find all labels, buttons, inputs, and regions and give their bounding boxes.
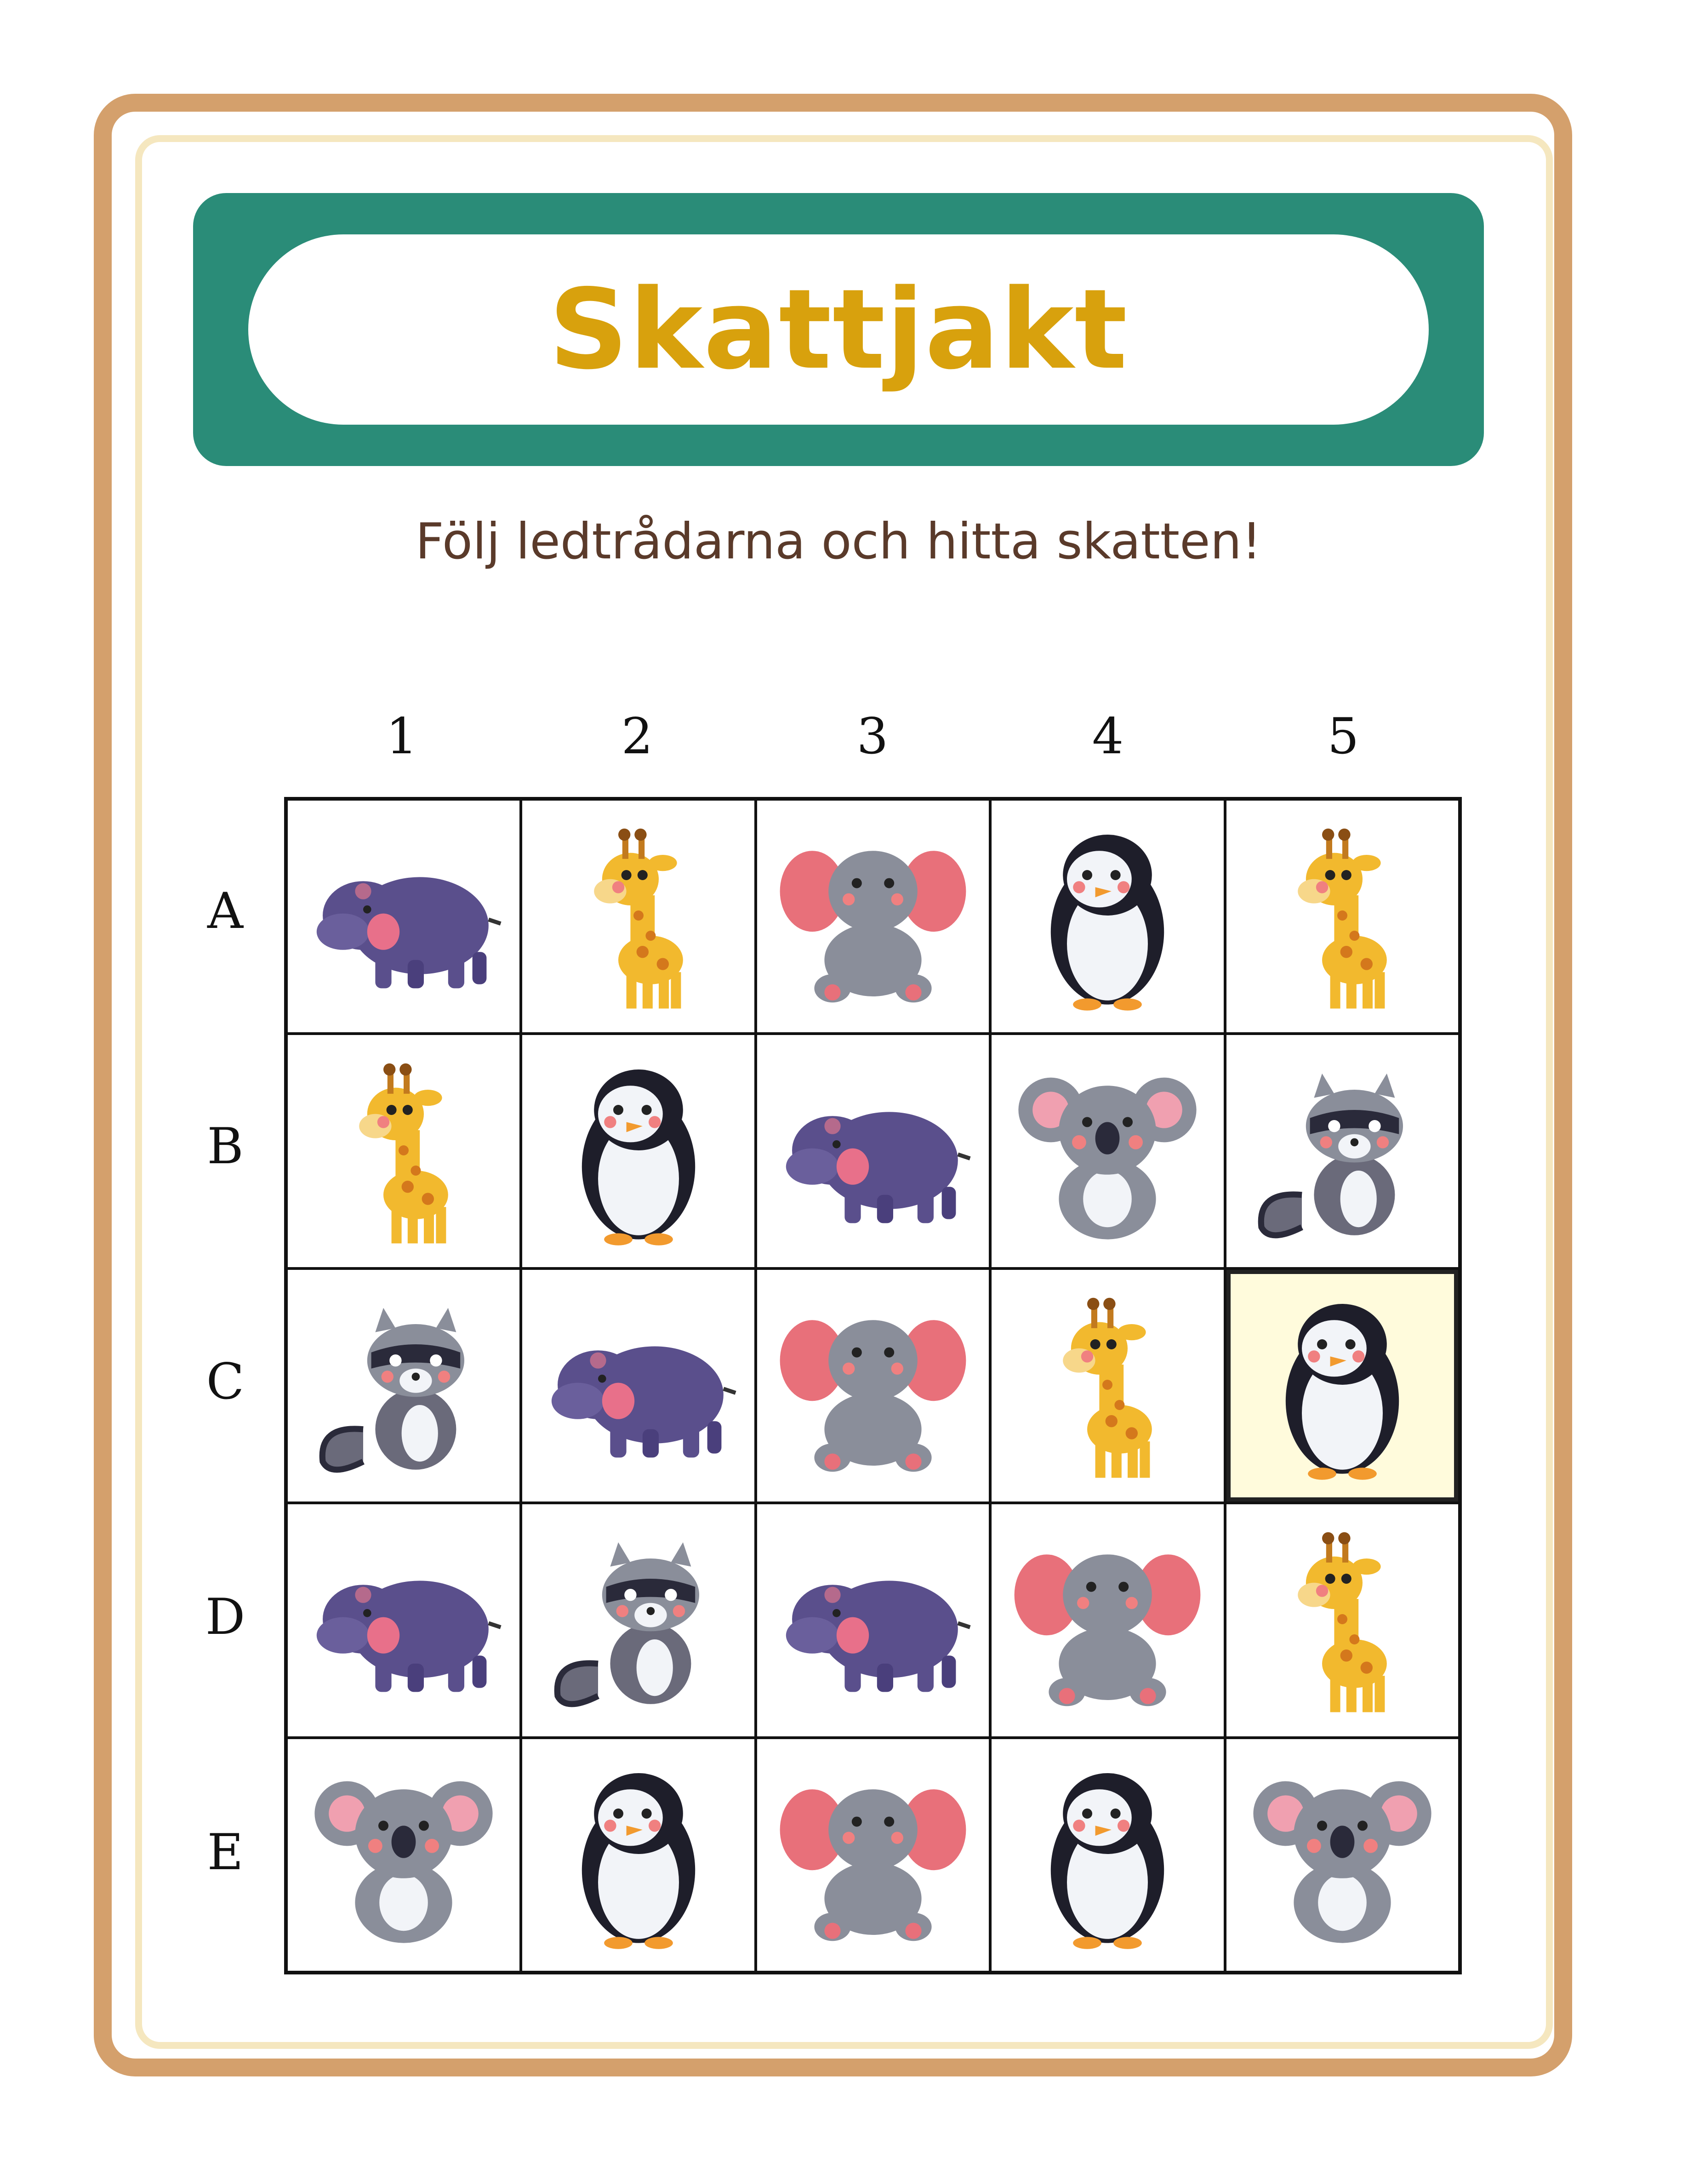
grid-cell-b3[interactable] xyxy=(756,1034,990,1268)
grid-cell-a3[interactable] xyxy=(756,799,990,1034)
page-title: Skattjakt xyxy=(548,265,1129,394)
elephant-icon xyxy=(1006,1518,1209,1722)
column-label-4: 4 xyxy=(1092,708,1124,765)
row-label-b: B xyxy=(207,1118,244,1175)
title-pill xyxy=(248,234,1429,425)
title-banner xyxy=(193,193,1484,466)
grid-cell-a2[interactable] xyxy=(521,799,755,1034)
penguin-icon xyxy=(537,1753,740,1957)
hippo-icon xyxy=(537,1284,740,1488)
grid-cell-a4[interactable] xyxy=(990,799,1225,1034)
penguin-icon xyxy=(1006,1753,1209,1957)
elephant-icon xyxy=(772,814,974,1018)
raccoon-icon xyxy=(302,1284,505,1488)
hippo-icon xyxy=(302,1518,505,1722)
giraffe-icon xyxy=(537,814,740,1018)
grid-cell-b4[interactable] xyxy=(990,1034,1225,1268)
subtitle: Följ ledtrådarna och hitta skatten! xyxy=(415,513,1262,570)
column-label-2: 2 xyxy=(621,708,653,765)
grid-cell-c4[interactable] xyxy=(990,1268,1225,1503)
raccoon-icon xyxy=(1241,1049,1443,1253)
penguin-icon xyxy=(1241,1284,1443,1488)
grid-cell-d3[interactable] xyxy=(756,1503,990,1737)
koala-icon xyxy=(1241,1753,1443,1957)
grid-cell-c5[interactable] xyxy=(1225,1268,1460,1503)
grid-cell-d2[interactable] xyxy=(521,1503,755,1737)
grid-cell-d5[interactable] xyxy=(1225,1503,1460,1737)
grid-cell-c3[interactable] xyxy=(756,1268,990,1503)
grid-cell-d1[interactable] xyxy=(286,1503,521,1737)
giraffe-icon xyxy=(302,1049,505,1253)
giraffe-icon xyxy=(1241,814,1443,1018)
elephant-icon xyxy=(772,1753,974,1957)
grid-cell-b2[interactable] xyxy=(521,1034,755,1268)
elephant-icon xyxy=(772,1284,974,1488)
hippo-icon xyxy=(772,1049,974,1253)
raccoon-icon xyxy=(537,1518,740,1722)
row-label-a: A xyxy=(207,882,243,940)
giraffe-icon xyxy=(1006,1284,1209,1488)
grid-cell-e5[interactable] xyxy=(1225,1738,1460,1972)
grid-cell-a1[interactable] xyxy=(286,799,521,1034)
row-label-d: D xyxy=(205,1588,245,1646)
hippo-icon xyxy=(302,814,505,1018)
koala-icon xyxy=(1006,1049,1209,1253)
grid-cell-b5[interactable] xyxy=(1225,1034,1460,1268)
grid-cell-e2[interactable] xyxy=(521,1738,755,1972)
giraffe-icon xyxy=(1241,1518,1443,1722)
column-label-5: 5 xyxy=(1327,708,1359,765)
penguin-icon xyxy=(537,1049,740,1253)
penguin-icon xyxy=(1006,814,1209,1018)
koala-icon xyxy=(302,1753,505,1957)
column-label-1: 1 xyxy=(386,708,418,765)
grid-cell-c1[interactable] xyxy=(286,1268,521,1503)
hippo-icon xyxy=(772,1518,974,1722)
row-label-e: E xyxy=(207,1824,244,1881)
row-label-c: C xyxy=(206,1353,245,1410)
treasure-grid xyxy=(284,797,1462,1974)
grid-cell-e3[interactable] xyxy=(756,1738,990,1972)
grid-cell-d4[interactable] xyxy=(990,1503,1225,1737)
grid-cell-a5[interactable] xyxy=(1225,799,1460,1034)
grid-cell-e1[interactable] xyxy=(286,1738,521,1972)
grid-cell-b1[interactable] xyxy=(286,1034,521,1268)
column-label-3: 3 xyxy=(856,708,889,765)
grid-cell-e4[interactable] xyxy=(990,1738,1225,1972)
grid-cell-c2[interactable] xyxy=(521,1268,755,1503)
